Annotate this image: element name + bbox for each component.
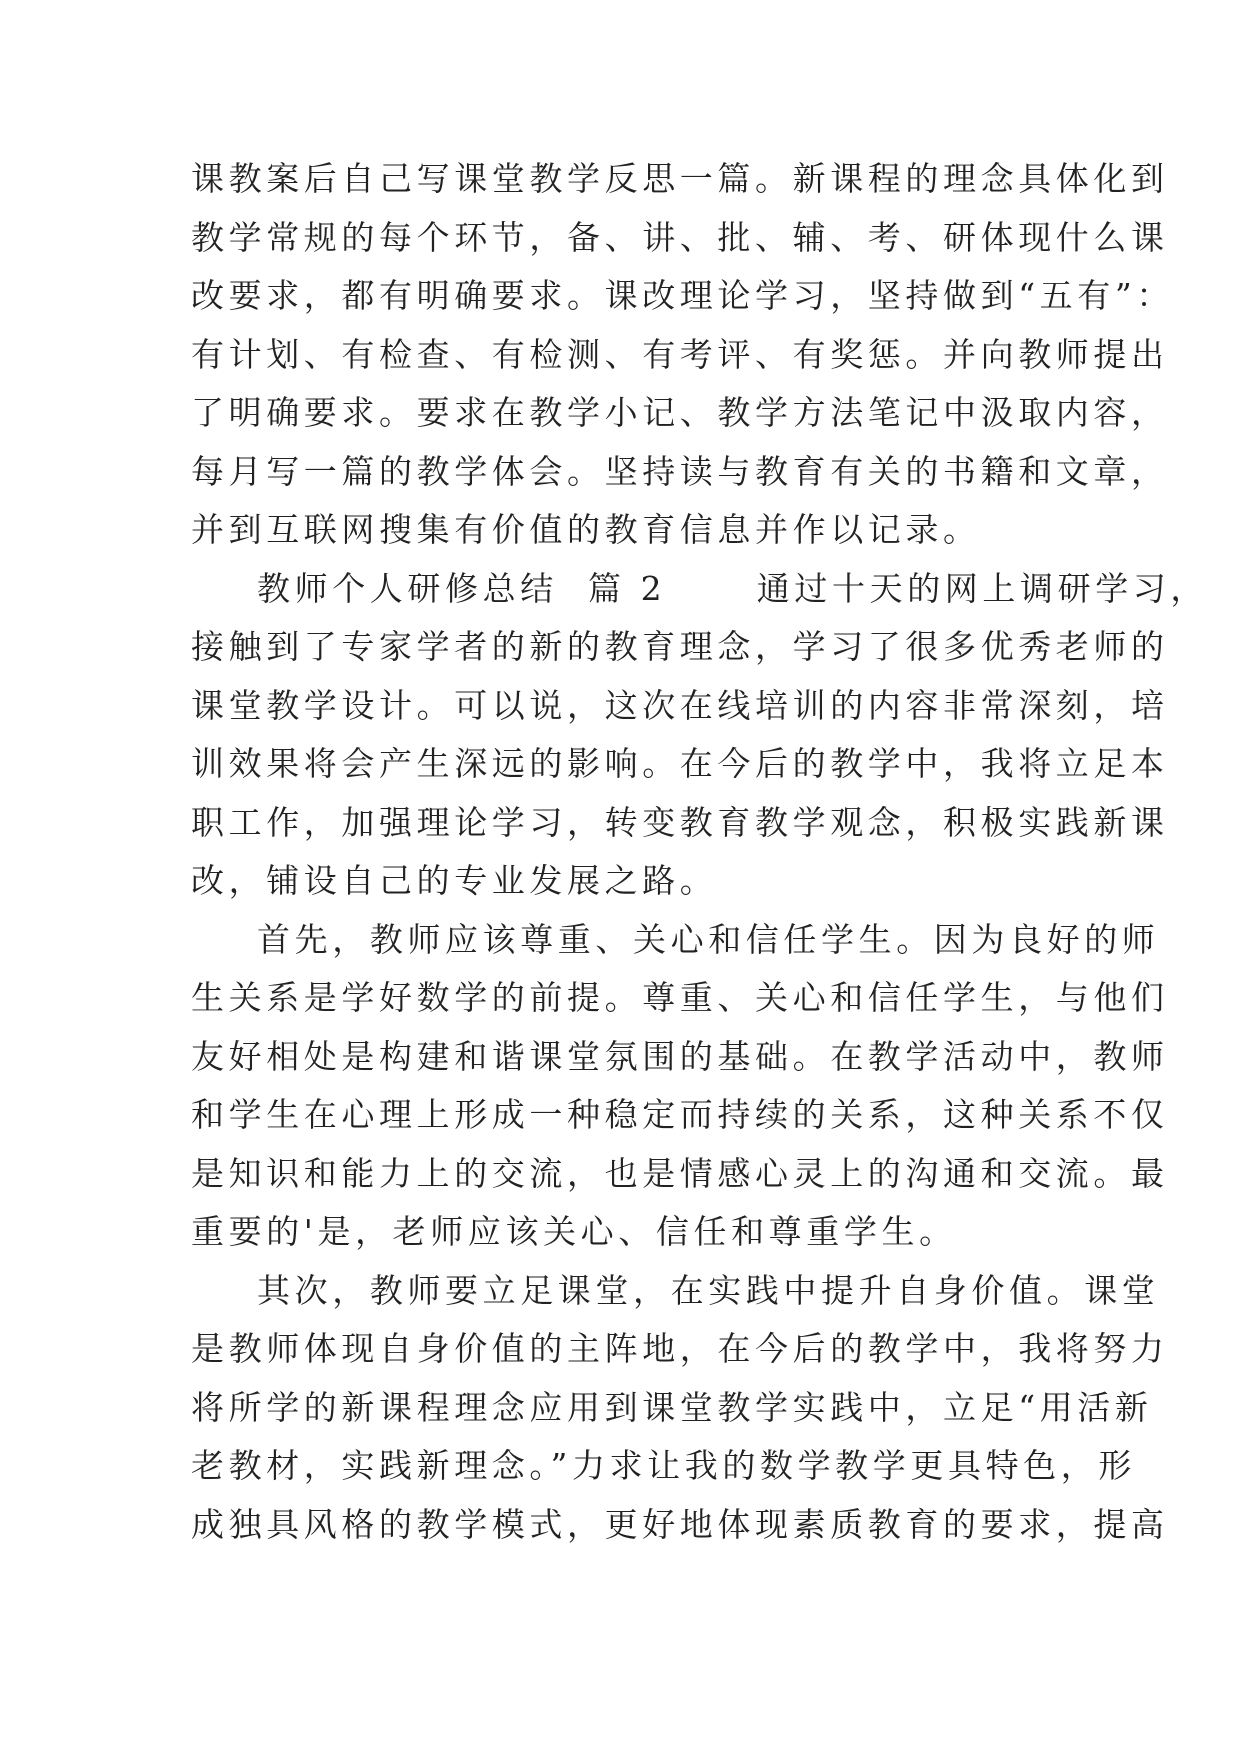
text-line: 生关系是学好数学的前提。尊重、关心和信任学生，与他们 [191,978,1169,1017]
text-line: 是知识和能力上的交流，也是情感心灵上的沟通和交流。最 [191,1153,1169,1193]
text-line: 友好相处是构建和谐课堂氛围的基础。在教学活动中，教师 [191,1036,1169,1076]
text-line: 了明确要求。要求在教学小记、教学方法笔记中汲取内容， [191,393,1169,432]
text-line: 重要的'是，老师应该关心、信任和尊重学生。 [191,1212,957,1251]
text-line: 将所学的新课程理念应用到课堂教学实践中，立足“用活新 [191,1387,1153,1427]
document-body [191,150,1209,1554]
text-line: 课堂教学设计。可以说，这次在线培训的内容非常深刻，培 [191,685,1169,725]
text-line: 和学生在心理上形成一种稳定而持续的关系，这种关系不仅 [191,1095,1169,1134]
text-line: 教学常规的每个环节，备、讲、批、辅、考、研体现什么课 [191,217,1169,257]
text-line: 是教师体现自身价值的主阵地，在今后的教学中，我将努力 [191,1329,1169,1368]
text-line: 课教案后自己写课堂教学反思一篇。新课程的理念具体化到 [191,159,1169,198]
text-line: 改要求，都有明确要求。课改理论学习，坚持做到“五有”： [191,276,1174,315]
text-line: 职工作，加强理论学习，转变教育教学观念，积极实践新课 [191,802,1169,842]
text-line: 老教材，实践新理念。”力求让我的数学教学更具特色，形 [191,1446,1136,1485]
text-line: 改，铺设自己的专业发展之路。 [191,861,718,900]
text-line: 接触到了专家学者的新的教育理念，学习了很多优秀老师的 [191,627,1169,666]
section-heading-line: 教师个人研修总结 篇 2 通过十天的网上调研学习， [257,568,1209,608]
text-line: 成独具风格的教学模式，更好地体现素质教育的要求，提高 [191,1504,1169,1544]
text-line: 并到互联网搜集有价值的教育信息并作以记录。 [191,510,981,549]
text-line: 训效果将会产生深远的影响。在今后的教学中，我将立足本 [191,744,1169,783]
text-line: 有计划、有检查、有检测、有考评、有奖惩。并向教师提出 [191,334,1169,374]
text-line: 每月写一篇的教学体会。坚持读与教育有关的书籍和文章， [191,451,1169,491]
text-line: 首先，教师应该尊重、关心和信任学生。因为良好的师 [257,919,1160,959]
text-line: 其次，教师要立足课堂，在实践中提升自身价值。课堂 [257,1270,1160,1310]
